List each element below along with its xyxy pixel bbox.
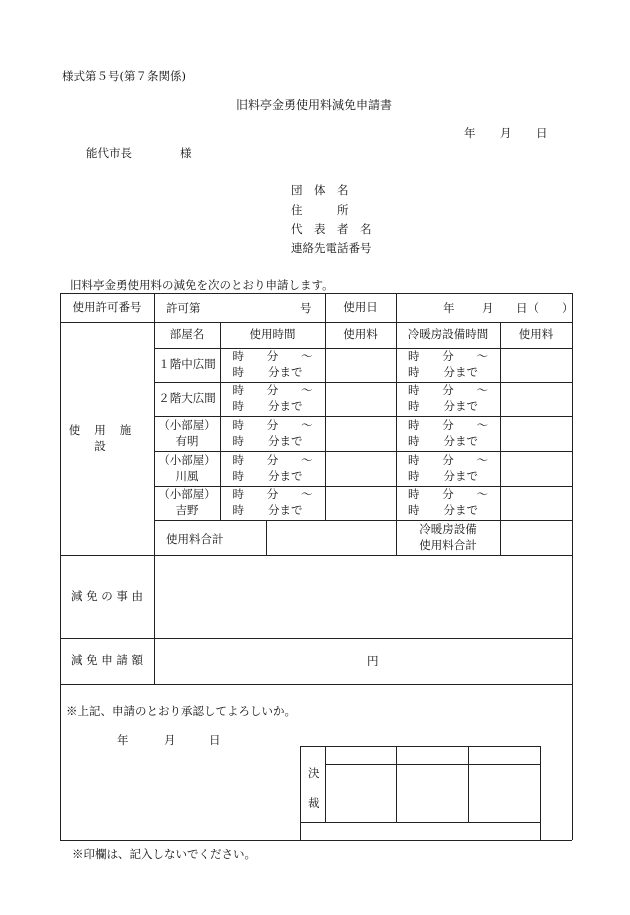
amount-unit: 円 bbox=[367, 654, 379, 668]
col-header-use-time: 使用時間 bbox=[249, 327, 296, 342]
col-header-hvac-time: 冷暖房設備時間 bbox=[407, 327, 489, 342]
use-time-cell: 時 分 ～ 時 分まで bbox=[232, 452, 313, 483]
form-number: 様式第５号(第７条関係) bbox=[62, 69, 186, 83]
reason-label: 減 免 の 事 由 bbox=[70, 588, 144, 603]
permit-prefix: 許可第 bbox=[166, 301, 201, 315]
stamp-label-ketsu: 決 bbox=[308, 766, 320, 780]
addressee: 能代市長 bbox=[86, 146, 132, 160]
approval-date-day: 日 bbox=[209, 733, 221, 747]
applicant-representative-label: 代 表 者 名 bbox=[291, 222, 372, 236]
hvac-total-label: 冷暖房設備 使用料合計 bbox=[419, 521, 477, 552]
room-name: （小部屋） 川風 bbox=[158, 452, 216, 483]
room-name: （小部屋） 有明 bbox=[158, 417, 216, 448]
hvac-time-cell: 時 分 ～ 時 分まで bbox=[408, 383, 488, 413]
header-date-year: 年 bbox=[464, 126, 476, 140]
hvac-time-cell: 時 分 ～ 時 分まで bbox=[408, 417, 488, 448]
use-date-year: 年 bbox=[443, 301, 455, 315]
permit-number-label: 使用許可番号 bbox=[72, 299, 142, 314]
fee-total-label: 使用料合計 bbox=[166, 532, 224, 546]
use-date-day: 日（ ） bbox=[516, 301, 574, 315]
use-date-label: 使用日 bbox=[343, 299, 378, 314]
room-name: ２階大広間 bbox=[158, 391, 216, 406]
applicant-phone-label: 連絡先電話番号 bbox=[291, 241, 372, 255]
stamp-label-sai: 裁 bbox=[308, 796, 320, 810]
applicant-address-label: 住 所 bbox=[291, 203, 349, 217]
facility-label: 使用施設 bbox=[68, 422, 146, 453]
header-date-month: 月 bbox=[500, 126, 512, 140]
hvac-time-cell: 時 分 ～ 時 分まで bbox=[408, 487, 488, 517]
permit-suffix: 号 bbox=[300, 301, 312, 315]
header-date-day: 日 bbox=[536, 126, 548, 140]
col-header-fee: 使用料 bbox=[343, 327, 378, 342]
approval-text: ※上記、申請のとおり承認してよろしいか。 bbox=[66, 704, 296, 718]
use-time-cell: 時 分 ～ 時 分まで bbox=[232, 349, 313, 379]
footnote: ※印欄は、記入しないでください。 bbox=[72, 847, 256, 861]
col-header-room: 部屋名 bbox=[169, 327, 205, 342]
approval-date-year: 年 bbox=[117, 733, 129, 747]
intro-text: 旧料亭金勇使用料の減免を次のとおり申請します。 bbox=[70, 278, 334, 292]
hvac-time-cell: 時 分 ～ 時 分まで bbox=[408, 349, 488, 379]
col-header-hvac-fee: 使用料 bbox=[518, 327, 554, 342]
use-date-month: 月 bbox=[482, 301, 494, 315]
room-name: （小部屋） 吉野 bbox=[158, 487, 216, 517]
use-time-cell: 時 分 ～ 時 分まで bbox=[232, 487, 313, 517]
amount-label: 減 免 申 請 額 bbox=[70, 653, 144, 668]
use-time-cell: 時 分 ～ 時 分まで bbox=[232, 383, 313, 413]
applicant-group-name-label: 団 体 名 bbox=[291, 183, 349, 197]
room-name: １階中広間 bbox=[158, 357, 216, 372]
use-time-cell: 時 分 ～ 時 分まで bbox=[232, 417, 313, 448]
form-title: 旧料亭金勇使用料減免申請書 bbox=[236, 98, 393, 112]
approval-date-month: 月 bbox=[164, 733, 176, 747]
hvac-time-cell: 時 分 ～ 時 分まで bbox=[408, 452, 488, 483]
addressee-honorific: 様 bbox=[180, 146, 192, 160]
